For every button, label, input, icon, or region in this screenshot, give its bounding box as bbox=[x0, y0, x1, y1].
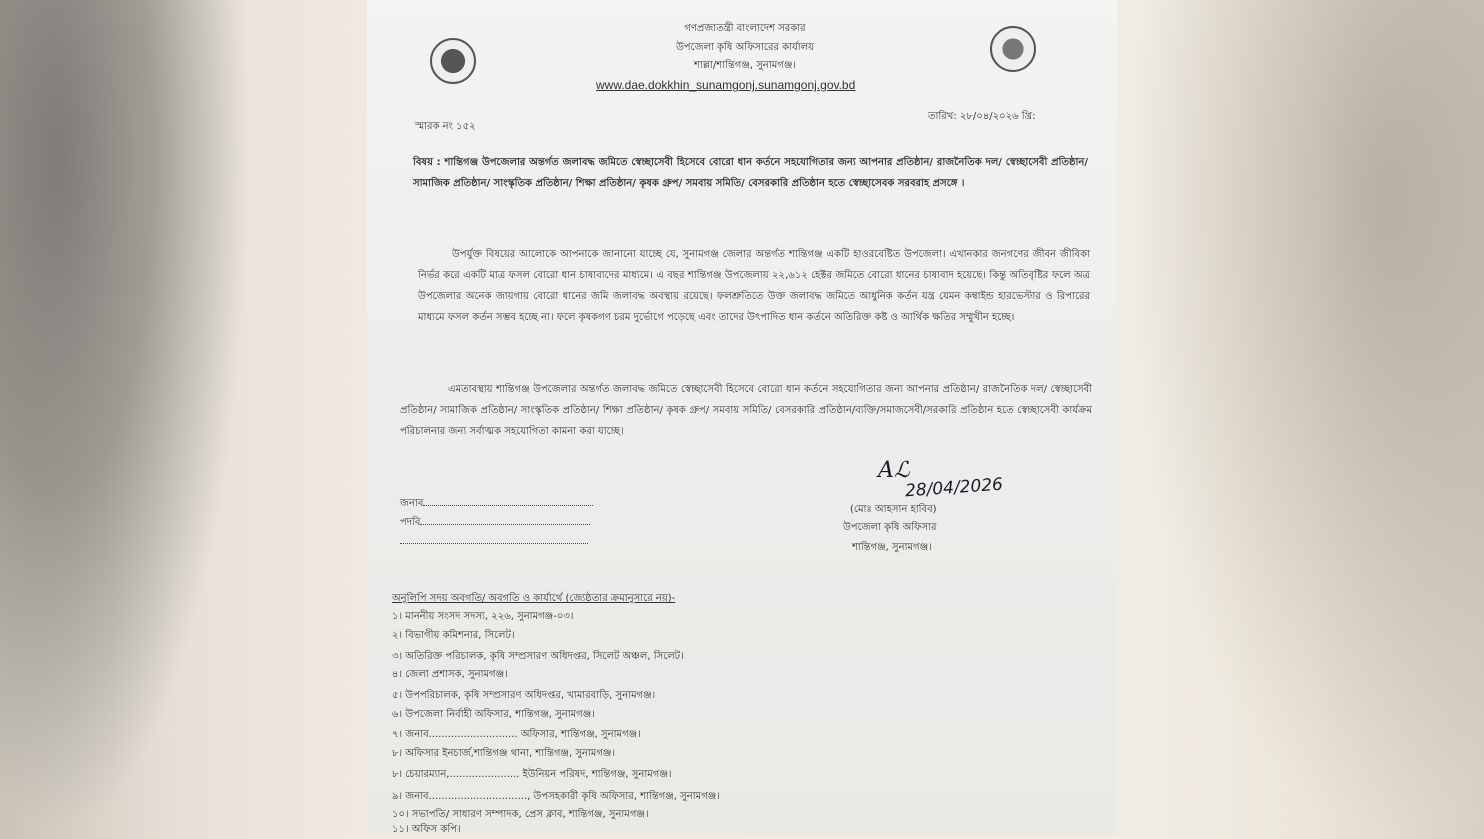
paragraph-1: উপর্যুক্ত বিষয়ের আলোকে আপনাকে জানানো যাচ্ছে যে, সুনামগঞ্জ জেলার অন্তর্গত শান্তিগঞ্জ একটি হাওরবেষ্টিত উপজেলা। এখানকার জনগণের জীবন জীবিকা নির্ভর করে একটি মাত্র ফসল বোরো ধান চাষাবাদের মাধ্যমে। এ বছর শান্তিগঞ্জ উপজেলায় ২২,৬১২ হেক্টর জমিতে বোরো ধানের চাষাবাদ হয়েছে। কিন্তু অতিবৃষ্টির ফলে অত্র উপজেলার অনেক জায়গায় বোরো ধানের জমি জলাবদ্ধ অবস্থায় রয়েছে। ফলশ্রুতিতে উক্ত জলাবদ্ধ জমিতে আধুনিক কর্তন যন্ত্র যেমন কম্বাইন্ড হারভেস্টার ও রিপারের মাধ্যমে ফসল কর্তন সম্ভব হচ্ছে না। ফলে কৃষকগণ চরম দুর্ভোগে পড়েছে এবং তাদের উৎপাদিত ধান কর্তনে অতিরিক্ত কষ্ট ও আর্থিক ক্ষতির সম্মুখীন হচ্ছে। bbox=[418, 249, 1090, 323]
recipient-name-label: জনাব bbox=[400, 498, 424, 509]
cc-item: ৮। অফিসার ইনচার্জ,শান্তিগঞ্জ থানা, শান্তিগঞ্জ, সুনামগঞ্জ। bbox=[392, 748, 616, 759]
cc-item: ৬। উপজেলা নির্বাহী অফিসার, শান্তিগঞ্জ, সুনামগঞ্জ। bbox=[392, 709, 595, 720]
dotted-line bbox=[400, 534, 588, 544]
cc-item: ৫। উপপরিচালক, কৃষি সম্প্রসারণ অধিদপ্তর, খামারবাড়ি, সুনামগঞ্জ। bbox=[392, 690, 656, 701]
recipient-address-field bbox=[400, 534, 588, 547]
recipient-designation-field bbox=[400, 515, 590, 532]
signature-date: 28/04/2026 bbox=[904, 474, 1004, 502]
cc-item: ২। বিভাগীয় কমিশনার, সিলেট। bbox=[392, 630, 515, 641]
cc-heading: অনুলিপি সদয় অবগতি/ অবগতি ও কার্যার্থে (জ্যেষ্ঠতার ক্রমানুসারে নয়)- bbox=[392, 593, 676, 604]
cc-item: ১০। সভাপতি/ সাধারণ সম্পাদক, প্রেস ক্লাব, শান্তিগঞ্জ, সুনামগঞ্জ। bbox=[392, 809, 649, 820]
cc-item: ৪। জেলা প্রশাসক, সুনামগঞ্জ। bbox=[392, 669, 508, 680]
dotted-line bbox=[423, 496, 593, 506]
header-line1: গণপ্রজাতন্ত্রী বাংলাদেশ সরকার bbox=[684, 23, 806, 34]
recipient-designation-label: পদবি bbox=[400, 517, 421, 528]
cc-item: ১১। অফিস কপি। bbox=[392, 824, 461, 835]
signatory-designation: উপজেলা কৃষি অফিসার bbox=[843, 522, 937, 533]
handwritten-signature: Aℒ bbox=[878, 458, 910, 483]
recipient-name-field bbox=[400, 496, 593, 513]
date: তারিখ: ২৮/০৪/২০২৬ খ্রি: bbox=[928, 111, 1036, 122]
header-line2: উপজেলা কৃষি অফিসারের কার্যালয় bbox=[675, 42, 815, 53]
cc-item: ৭। জনাব............................ অফিসার, শান্তিগঞ্জ, সুনামগঞ্জ। bbox=[392, 729, 641, 740]
website-link[interactable]: www.dae.dokkhin_sunamgonj.sunamgonj.gov.bd bbox=[596, 78, 856, 92]
dotted-line bbox=[420, 515, 590, 525]
header-line3: শাল্লা/শান্তিগঞ্জ, সুনামগঞ্জ। bbox=[694, 60, 796, 71]
subject: বিষয় : শান্তিগঞ্জ উপজেলার অন্তর্গত জলাবদ্ধ জমিতে স্বেচ্ছাসেবী হিসেবে বোরো ধান কর্তনে সহযোগিতার জন্য আপনার প্রতিষ্ঠান/ রাজনৈতিক দল/ স্বেচ্ছাসেবী প্রতিষ্ঠান/ সামাজিক প্রতিষ্ঠান/ সাংস্কৃতিক প্রতিষ্ঠান/ শিক্ষা প্রতিষ্ঠান/ কৃষক গ্রুপ/ সমবায় সমিতি/ বেসরকারি প্রতিষ্ঠান হতে স্বেচ্ছাসেবক সরবরাহ প্রসঙ্গে । bbox=[413, 157, 1088, 189]
signatory-place: শান্তিগঞ্জ, সুনামগঞ্জ। bbox=[852, 542, 932, 553]
background-photo-right bbox=[1124, 0, 1484, 835]
cc-item: ৩। অতিরিক্ত পরিচালক, কৃষি সম্প্রসারণ অধিদপ্তর, সিলেট অঞ্চল, সিলেট। bbox=[392, 651, 684, 662]
dae-logo-icon bbox=[990, 26, 1036, 72]
signatory-name: (মোঃ আহসান হাবিব) bbox=[850, 504, 937, 515]
cc-item: ৮। চেয়ারম্যান,...................... ইউনিয়ন পরিষদ, শান্তিগঞ্জ, সুনামগঞ্জ। bbox=[392, 769, 672, 780]
paragraph-2: এমতাবস্থায় শান্তিগঞ্জ উপজেলার অন্তর্গত জলাবদ্ধ জমিতে স্বেচ্ছাসেবী হিসেবে বোরো ধান কর্তনে সহযোগিতার জন্য আপনার প্রতিষ্ঠান/ রাজনৈতিক দল/ স্বেচ্ছাসেবী প্রতিষ্ঠান/ সামাজিক প্রতিষ্ঠান/ সাংস্কৃতিক প্রতিষ্ঠান/ শিক্ষা প্রতিষ্ঠান/ কৃষক গ্রুপ/ সমবায় সমিতি/ বেসরকারি প্রতিষ্ঠান/ব্যক্তি/সমাজসেবী/সরকারি প্রতিষ্ঠান হতে স্বেচ্ছাসেবী কার্যক্রম পরিচালনার জন্য সর্বাত্মক সহযোগিতা কামনা করা যাচ্ছে। bbox=[400, 384, 1092, 437]
cc-item: ১। মাননীয় সংসদ সদস্য, ২২৬, সুনামগঞ্জ-০৩। bbox=[392, 611, 574, 622]
background-photo-left bbox=[0, 0, 250, 835]
bangladesh-govt-seal-icon bbox=[430, 38, 476, 84]
memo-number: স্মারক নং ১৫২ bbox=[415, 121, 476, 132]
cc-item: ৯। জনাব..............................., উপসহকারী কৃষি অফিসার, শান্তিগঞ্জ, সুনামগঞ্জ। bbox=[392, 791, 720, 802]
